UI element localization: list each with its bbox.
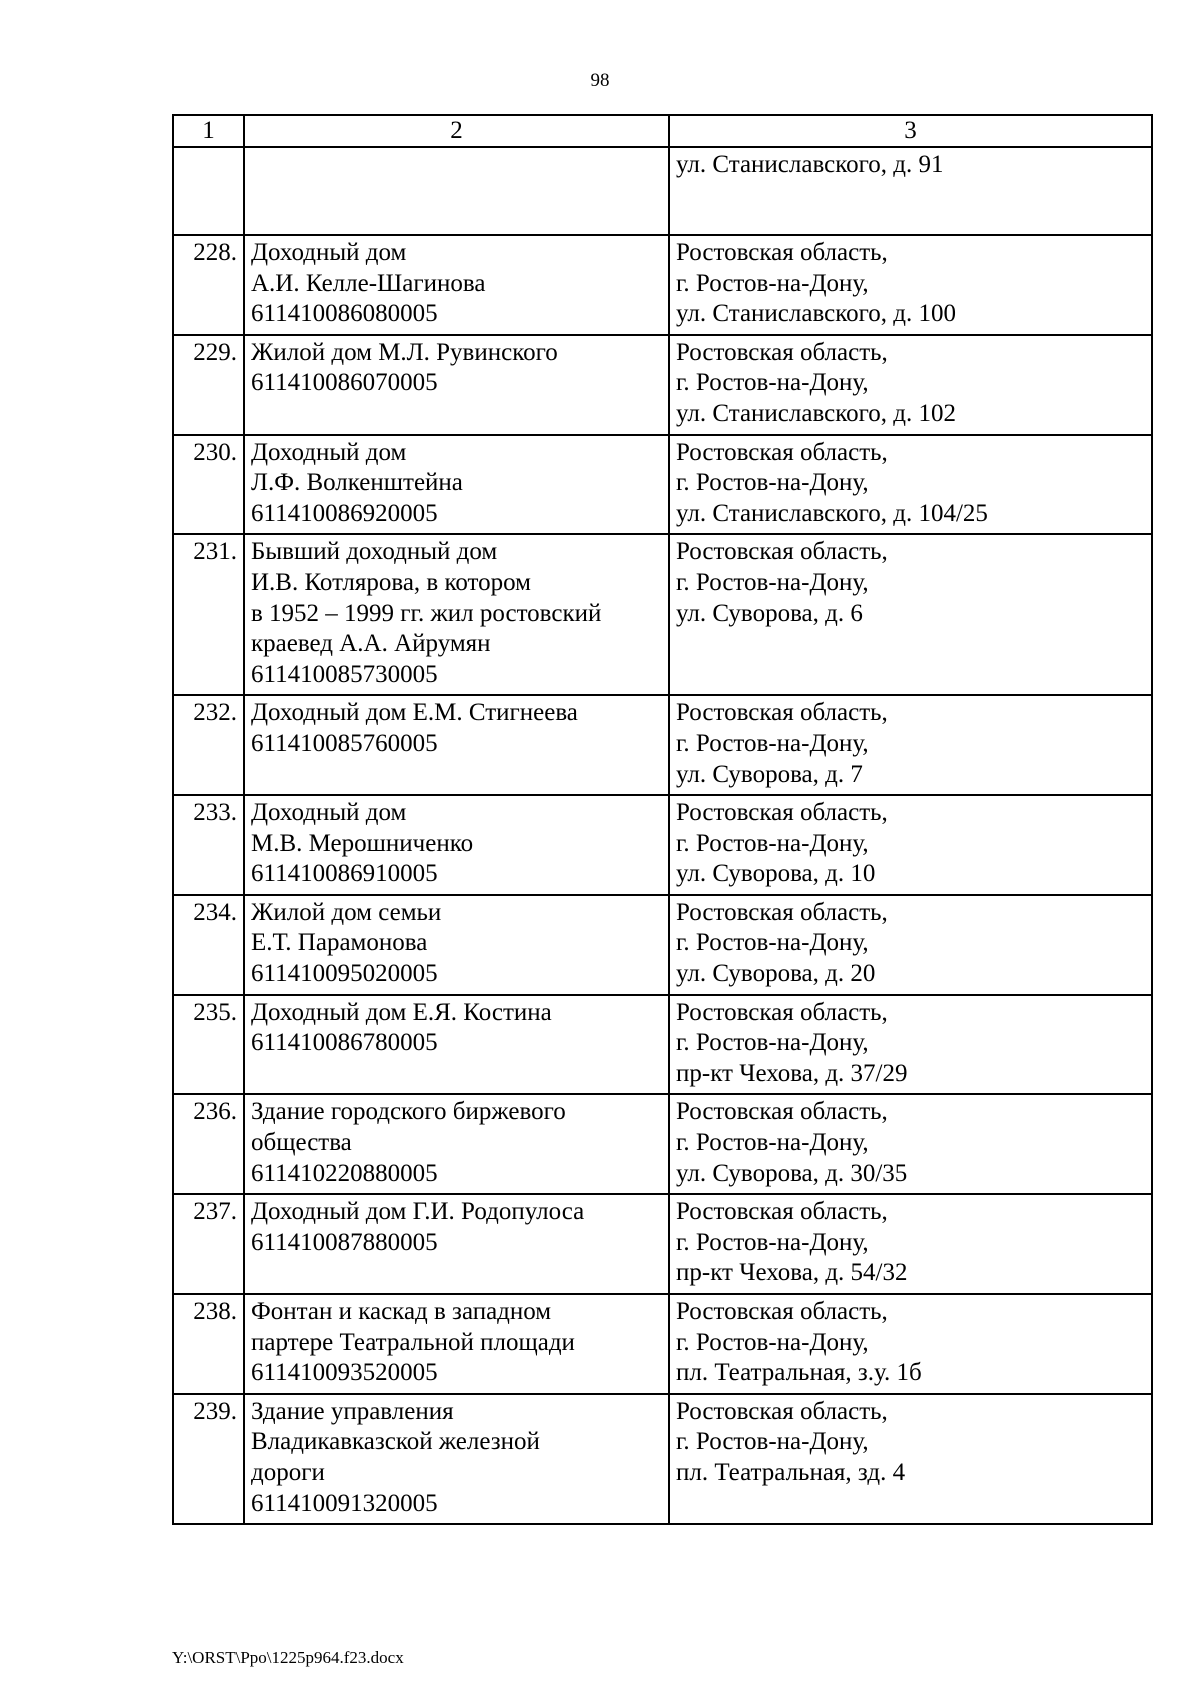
address-line: ул. Станиславского, д. 102 bbox=[676, 399, 956, 427]
object-name-line: Доходный дом bbox=[251, 438, 407, 466]
table-row bbox=[173, 1194, 1152, 1294]
address-line: ул. Станиславского, д. 91 bbox=[676, 151, 944, 178]
object-name-line: Е.Т. Парамонова bbox=[251, 929, 428, 957]
table-row bbox=[173, 795, 1152, 895]
address-cell bbox=[669, 995, 1152, 1095]
address-line: ул. Станиславского, д. 100 bbox=[676, 300, 956, 328]
address-line: ул. Суворова, д. 30/35 bbox=[676, 1159, 908, 1187]
row-number-cell: 236. bbox=[173, 1094, 244, 1194]
table-row bbox=[173, 534, 1152, 695]
object-name-cell bbox=[244, 695, 669, 795]
address-line: Ростовская область, bbox=[676, 239, 888, 266]
address-cell bbox=[669, 235, 1152, 335]
row-number-cell: 237. bbox=[173, 1194, 244, 1294]
table-row bbox=[173, 1294, 1152, 1394]
table-body bbox=[173, 147, 1152, 1524]
object-name-cell bbox=[244, 147, 669, 235]
address-cell bbox=[669, 1394, 1152, 1524]
table-row bbox=[173, 895, 1152, 995]
table-row bbox=[173, 995, 1152, 1095]
object-name-line: И.В. Котлярова, в котором bbox=[251, 568, 531, 596]
object-name-line: Здание городского биржевого bbox=[251, 1098, 566, 1126]
object-name-cell bbox=[244, 995, 669, 1095]
column-header-1: 1 bbox=[173, 115, 244, 147]
address-line: пр-кт Чехова, д. 37/29 bbox=[676, 1059, 908, 1087]
row-number-cell: 238. bbox=[173, 1294, 244, 1394]
address-line: Ростовская область, bbox=[676, 998, 888, 1026]
address-line: ул. Суворова, д. 10 bbox=[676, 860, 876, 888]
table-row bbox=[173, 695, 1152, 795]
table-row bbox=[173, 1394, 1152, 1524]
object-name-line: 611410091320005 bbox=[251, 1489, 438, 1517]
object-name-line: 611410095020005 bbox=[251, 960, 438, 988]
address-line: Ростовская область, bbox=[676, 1298, 888, 1325]
continuation-row bbox=[173, 147, 1152, 235]
address-line: Ростовская область, bbox=[676, 799, 888, 827]
address-line: г. Ростов-на-Дону, bbox=[676, 929, 869, 957]
address-line: г. Ростов-на-Дону, bbox=[676, 1428, 869, 1456]
object-name-line: краевед А.А. Айрумян bbox=[251, 630, 491, 658]
object-name-line: Владикавказской железной bbox=[251, 1428, 540, 1456]
address-line: г. Ростов-на-Дону, bbox=[676, 469, 869, 497]
address-line: пл. Театральная, зд. 4 bbox=[676, 1458, 906, 1486]
object-name-cell bbox=[244, 1294, 669, 1394]
object-name-line: Доходный дом Г.И. Родопулоса bbox=[251, 1198, 585, 1226]
row-number-cell: 235. bbox=[173, 995, 244, 1095]
object-name-line: общества bbox=[251, 1129, 352, 1157]
address-line: г. Ростов-на-Дону, bbox=[676, 1029, 869, 1057]
address-line: пл. Театральная, з.у. 1б bbox=[676, 1359, 922, 1387]
row-number-cell: 232. bbox=[173, 695, 244, 795]
object-name-line: Бывший доходный дом bbox=[251, 538, 498, 566]
object-name-line: 611410086070005 bbox=[251, 369, 438, 397]
address-line: ул. Суворова, д. 7 bbox=[676, 760, 863, 788]
address-cell bbox=[669, 1194, 1152, 1294]
address-cell bbox=[669, 147, 1152, 235]
address-line: г. Ростов-на-Дону, bbox=[676, 269, 869, 297]
page-number: 98 bbox=[590, 70, 610, 91]
object-name-line: А.И. Келле-Шагинова bbox=[251, 269, 486, 297]
row-number-cell bbox=[173, 147, 244, 235]
column-header-3: 3 bbox=[669, 115, 1152, 147]
address-line: ул. Станиславского, д. 104/25 bbox=[676, 499, 988, 527]
object-name-line: в 1952 – 1999 гг. жил ростовский bbox=[251, 599, 602, 627]
address-line: Ростовская область, bbox=[676, 538, 888, 566]
address-line: Ростовская область, bbox=[676, 438, 888, 466]
object-name-cell bbox=[244, 895, 669, 995]
address-line: Ростовская область, bbox=[676, 898, 888, 926]
address-cell bbox=[669, 435, 1152, 535]
address-line: г. Ростов-на-Дону, bbox=[676, 568, 869, 596]
object-name-line: Л.Ф. Волкенштейна bbox=[251, 469, 463, 497]
object-name-line: Доходный дом bbox=[251, 239, 407, 266]
address-line: пр-кт Чехова, д. 54/32 bbox=[676, 1259, 908, 1287]
table-row bbox=[173, 235, 1152, 335]
row-number-cell: 233. bbox=[173, 795, 244, 895]
address-line: г. Ростов-на-Дону, bbox=[676, 1129, 869, 1157]
heritage-objects-table bbox=[172, 114, 1153, 1525]
document-path-footer: Y:\ORST\Ppo\1225p964.f23.docx bbox=[172, 1648, 404, 1667]
row-number-cell: 229. bbox=[173, 335, 244, 435]
address-line: г. Ростов-на-Дону, bbox=[676, 1228, 869, 1256]
row-number-cell: 239. bbox=[173, 1394, 244, 1524]
object-name-line: Жилой дом семьи bbox=[251, 898, 442, 926]
object-name-line: Здание управления bbox=[251, 1397, 454, 1425]
object-name-cell bbox=[244, 435, 669, 535]
address-line: г. Ростов-на-Дону, bbox=[676, 829, 869, 857]
address-line: г. Ростов-на-Дону, bbox=[676, 1328, 869, 1356]
column-header-2: 2 bbox=[244, 115, 669, 147]
object-name-cell bbox=[244, 1094, 669, 1194]
object-name-cell bbox=[244, 1194, 669, 1294]
object-name-line: партере Театральной площади bbox=[251, 1328, 575, 1356]
address-cell bbox=[669, 534, 1152, 695]
address-line: ул. Суворова, д. 20 bbox=[676, 960, 876, 988]
object-name-line: Доходный дом Е.Я. Костина bbox=[251, 998, 552, 1026]
row-number-cell: 231. bbox=[173, 534, 244, 695]
table-row bbox=[173, 335, 1152, 435]
object-name-line: 611410085730005 bbox=[251, 660, 438, 688]
address-cell bbox=[669, 335, 1152, 435]
object-name-line: 611410220880005 bbox=[251, 1159, 438, 1187]
object-name-line: 611410086080005 bbox=[251, 300, 438, 328]
table-row bbox=[173, 435, 1152, 535]
object-name-cell bbox=[244, 335, 669, 435]
object-name-line: 611410086780005 bbox=[251, 1029, 438, 1057]
object-name-cell bbox=[244, 795, 669, 895]
object-name-line: Доходный дом bbox=[251, 799, 407, 827]
address-line: Ростовская область, bbox=[676, 338, 888, 366]
address-line: Ростовская область, bbox=[676, 699, 888, 727]
row-number-cell: 234. bbox=[173, 895, 244, 995]
object-name-line: Доходный дом Е.М. Стигнеева bbox=[251, 699, 578, 727]
object-name-cell bbox=[244, 235, 669, 335]
row-number-cell: 228. bbox=[173, 235, 244, 335]
address-line: Ростовская область, bbox=[676, 1198, 888, 1226]
object-name-cell bbox=[244, 534, 669, 695]
object-name-line: дороги bbox=[251, 1458, 325, 1486]
address-line: Ростовская область, bbox=[676, 1098, 888, 1126]
object-name-line: Фонтан и каскад в западном bbox=[251, 1298, 552, 1325]
address-line: г. Ростов-на-Дону, bbox=[676, 369, 869, 397]
object-name-cell bbox=[244, 1394, 669, 1524]
table-header-row bbox=[173, 115, 1152, 147]
row-number-cell: 230. bbox=[173, 435, 244, 535]
address-line: ул. Суворова, д. 6 bbox=[676, 599, 863, 627]
object-name-line: М.В. Мерошниченко bbox=[251, 829, 474, 857]
address-cell bbox=[669, 895, 1152, 995]
address-line: г. Ростов-на-Дону, bbox=[676, 729, 869, 757]
address-cell bbox=[669, 1094, 1152, 1194]
object-name-line: Жилой дом М.Л. Рувинского bbox=[251, 338, 558, 366]
object-name-line: 611410087880005 bbox=[251, 1228, 438, 1256]
address-line: Ростовская область, bbox=[676, 1397, 888, 1425]
address-cell bbox=[669, 1294, 1152, 1394]
object-name-line: 611410093520005 bbox=[251, 1359, 438, 1387]
address-cell bbox=[669, 695, 1152, 795]
object-name-line: 611410085760005 bbox=[251, 729, 438, 757]
object-name-line: 611410086920005 bbox=[251, 499, 438, 527]
table-row bbox=[173, 1094, 1152, 1194]
address-cell bbox=[669, 795, 1152, 895]
object-name-line: 611410086910005 bbox=[251, 860, 438, 888]
